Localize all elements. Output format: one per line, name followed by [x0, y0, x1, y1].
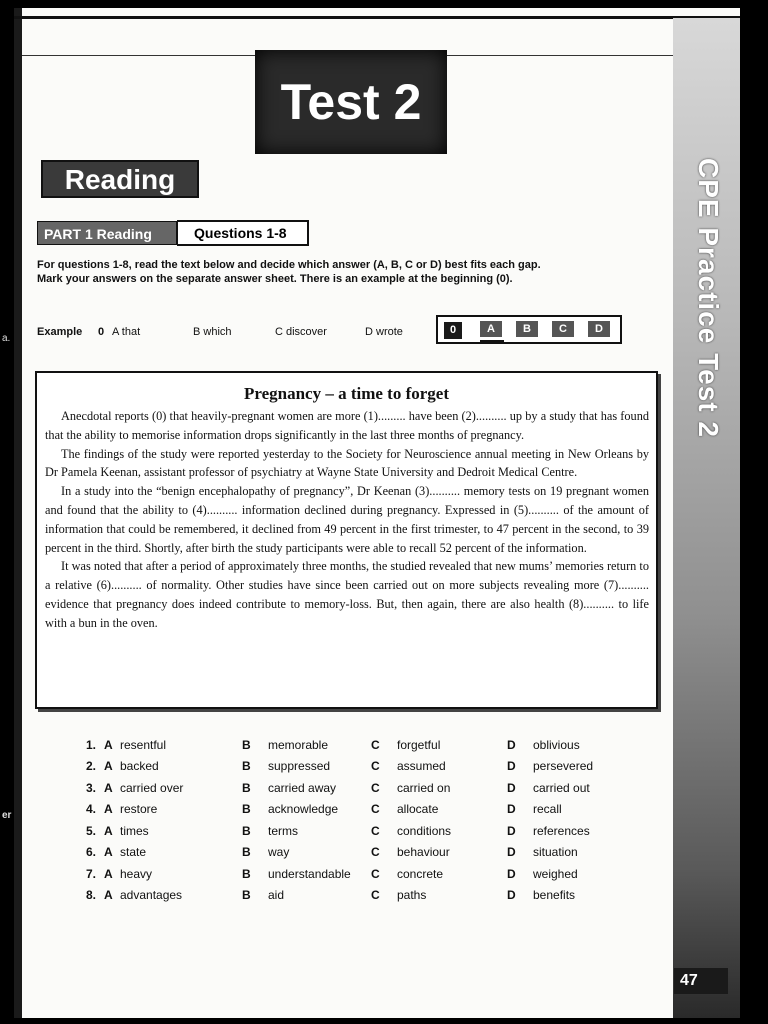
letter-c: C: [371, 802, 380, 816]
letter-d: D: [507, 867, 516, 881]
answer-option-c: C: [552, 321, 574, 337]
letter-a: A: [104, 867, 113, 881]
question-row: [74, 888, 634, 906]
question-number: 4.: [85, 802, 96, 816]
letter-b: B: [242, 845, 251, 859]
option-d: carried out: [533, 781, 590, 795]
option-a: backed: [120, 759, 159, 773]
option-c: paths: [397, 888, 427, 902]
passage-title: Pregnancy – a time to forget: [243, 384, 450, 403]
letter-c: C: [371, 867, 380, 881]
letter-b: B: [242, 824, 251, 838]
option-a: resentful: [120, 738, 167, 752]
letter-c: C: [371, 759, 380, 773]
question-number: 5.: [85, 824, 96, 838]
option-d: references: [533, 824, 590, 838]
passage-box: [35, 371, 658, 709]
letter-b: B: [242, 738, 251, 752]
letter-b: B: [242, 781, 251, 795]
option-a: restore: [120, 802, 158, 816]
letter-d: D: [507, 802, 516, 816]
example-answer-box: [436, 315, 622, 344]
question-row: [74, 845, 634, 863]
question-number: 3.: [85, 781, 96, 795]
margin-fragment-top: a.: [2, 333, 11, 344]
letter-d: D: [507, 738, 516, 752]
binding-edge: [14, 8, 22, 1018]
option-d: oblivious: [533, 738, 580, 752]
question-row: [74, 867, 634, 885]
passage-paragraph: The findings of the study were reported yesterday to the Society for Neuroscience annual meeting in New Orleans by Dr Pamela Keenan, assistant professor of psychiatry at Wayne State University and Dedroit Medical Centre.: [45, 446, 649, 480]
question-row: [74, 802, 634, 820]
letter-a: A: [104, 781, 113, 795]
letter-d: D: [507, 781, 516, 795]
letter-a: A: [104, 888, 113, 902]
passage-body: [45, 407, 649, 633]
option-d: persevered: [533, 759, 594, 773]
side-title: CPE Practice Test 2: [693, 158, 724, 438]
question-row: [74, 781, 634, 799]
option-b: carried away: [268, 781, 337, 795]
example-row: [37, 326, 437, 344]
question-number: 1.: [85, 738, 96, 752]
answer-mark: [480, 340, 504, 343]
document-page: [14, 8, 740, 1018]
option-a: state: [120, 845, 147, 859]
letter-c: C: [371, 845, 380, 859]
answer-option-d: D: [588, 321, 610, 337]
letter-b: B: [242, 888, 251, 902]
example-option-a: A that: [112, 326, 141, 338]
example-option-b: B which: [193, 326, 232, 338]
letter-d: D: [507, 888, 516, 902]
letter-d: D: [507, 759, 516, 773]
question-number: 6.: [85, 845, 96, 859]
instructions: [37, 258, 657, 286]
question-number: 2.: [85, 759, 96, 773]
question-number: 8.: [85, 888, 96, 902]
letter-d: D: [507, 824, 516, 838]
option-c: carried on: [397, 781, 451, 795]
answer-option-a: A: [480, 321, 502, 337]
option-c: behaviour: [397, 845, 450, 859]
letter-c: C: [371, 888, 380, 902]
option-c: assumed: [397, 759, 446, 773]
letter-a: A: [104, 759, 113, 773]
letter-b: B: [242, 802, 251, 816]
option-c: concrete: [397, 867, 444, 881]
example-label: Example: [37, 326, 83, 338]
passage-paragraph: Anecdotal reports (0) that heavily-pregnant women are more (1)......... have been (2).......... up by a study that has found that the ability to memorise information drops significantly in the last three months of pregnancy.: [45, 409, 649, 442]
part-label: PART 1 Reading: [37, 221, 177, 245]
option-c: forgetful: [397, 738, 441, 752]
answer-option-b: B: [516, 321, 538, 337]
letter-d: D: [507, 845, 516, 859]
questions-label: Questions 1-8: [177, 220, 309, 246]
answer-number: 0: [444, 322, 462, 339]
option-b: aid: [268, 888, 285, 902]
page-number: 47: [674, 968, 728, 994]
option-b: terms: [268, 824, 298, 838]
letter-c: C: [371, 824, 380, 838]
letter-b: B: [242, 759, 251, 773]
option-d: weighed: [533, 867, 578, 881]
question-row: [74, 759, 634, 777]
example-number: 0: [98, 326, 105, 338]
test-title: Test 2: [255, 50, 447, 154]
example-option-c: C discover: [275, 326, 327, 338]
letter-a: A: [104, 738, 113, 752]
passage-paragraph: In a study into the “benign encephalopathy of pregnancy”, Dr Keenan (3).......... memory tests on 19 pregnant women and found that the ability to (4).......... information declined during pregnancy. Expressed in (5).......... of the amount of information that could be remembered, it declined from 49 percent in the first trimester, to 47 percent in the second, to 39 percent in the third. Shortly, after birth the study participants were able to recall 52 percent of the information.: [45, 484, 649, 555]
section-badge: Reading: [41, 160, 199, 198]
letter-c: C: [371, 738, 380, 752]
option-a: heavy: [120, 867, 153, 881]
option-a: times: [120, 824, 149, 838]
question-number: 7.: [85, 867, 96, 881]
passage-paragraph: It was noted that after a period of approximately three months, the studied revealed that new mums’ memories return to a relative (6).......... of normality. Other studies have since been carried out on more subjects revealing more (7).......... evidence that pregnancy does indeed contribute to memory-loss. But, then again, there are also health (8).......... to life with a bun in the oven.: [45, 559, 649, 630]
option-a: carried over: [120, 781, 184, 795]
option-b: way: [268, 845, 290, 859]
top-rule: [14, 16, 740, 19]
option-b: acknowledge: [268, 802, 339, 816]
instructions-line-2: Mark your answers on the separate answer sheet. There is an example at the beginning (0).: [37, 273, 513, 285]
option-c: conditions: [397, 824, 452, 838]
option-b: understandable: [268, 867, 351, 881]
question-row: [74, 824, 634, 842]
letter-c: C: [371, 781, 380, 795]
margin-fragment-bottom: er: [2, 810, 12, 821]
option-b: suppressed: [268, 759, 331, 773]
letter-a: A: [104, 845, 113, 859]
option-d: benefits: [533, 888, 576, 902]
option-a: advantages: [120, 888, 183, 902]
letter-a: A: [104, 824, 113, 838]
option-c: allocate: [397, 802, 439, 816]
letter-b: B: [242, 867, 251, 881]
question-row: [74, 738, 634, 756]
example-option-d: D wrote: [365, 326, 403, 338]
letter-a: A: [104, 802, 113, 816]
option-d: situation: [533, 845, 578, 859]
instructions-line-1: For questions 1-8, read the text below and decide which answer (A, B, C or D) best fits each gap.: [37, 259, 541, 271]
option-d: recall: [533, 802, 562, 816]
option-b: memorable: [268, 738, 329, 752]
